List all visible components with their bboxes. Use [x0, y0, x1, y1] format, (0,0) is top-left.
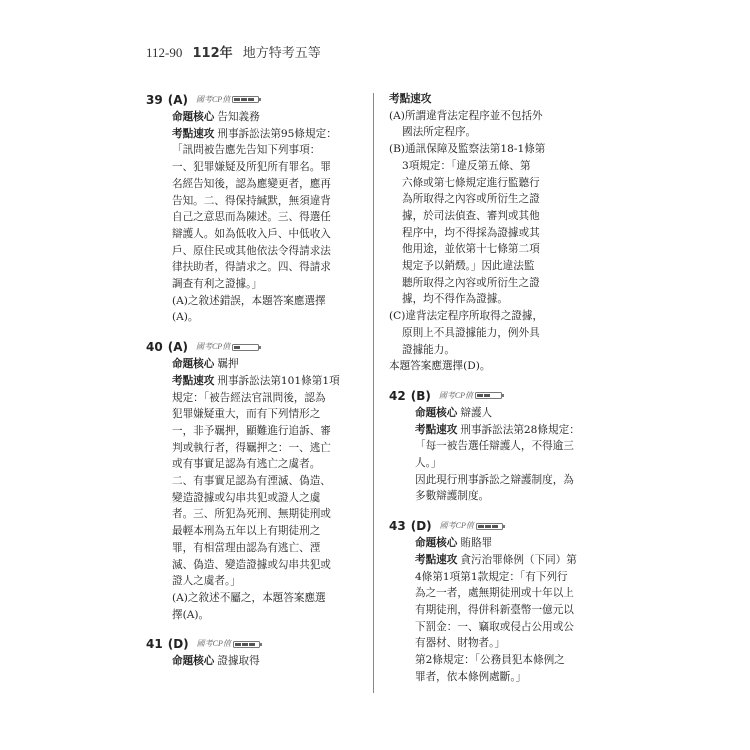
option-a: (A)所謂違背法定程序並不包括外 國法所定程序。: [389, 109, 543, 139]
question-answer: (D): [167, 637, 189, 652]
header-title: 地方特考五等: [242, 46, 321, 61]
quick-line: 考點速攻 刑事訴訟法第28條規定：: [415, 423, 580, 436]
question-42-header: [389, 387, 615, 405]
battery-icon: [232, 344, 259, 351]
core-line: 命題核心 羈押: [172, 358, 239, 371]
cp-rating: [440, 518, 505, 535]
question-number: 39: [146, 92, 163, 107]
core-line: 命題核心 辯護人: [415, 406, 493, 419]
battery-icon: [232, 96, 259, 103]
cp-rating: [196, 339, 261, 356]
answer-line: 本題答案應選擇(D)。: [389, 360, 491, 373]
quick-line: 考點速攻 貪污治罪條例（下同）第: [415, 553, 577, 566]
battery-icon: [475, 392, 502, 399]
q43-body: 4條第1項第1款規定：「有下列行 為之一者，處無期徒刑或十年以上 有期徒刑，得併科新臺幣一億元以 下罰金：一、竊取或侵占公用或公 有器材、財物者。」 第2條規定：「公務員犯本條例之 罪者，依本條例處斷。」: [415, 570, 574, 683]
q42-body: 「每一被告選任辯護人，不得逾三 人。」 因此現行刑事訴訟之辯護制度，為 多數辯護制度。: [415, 440, 574, 503]
left-column: [146, 91, 358, 670]
column-divider: [373, 93, 374, 693]
cp-rating: [197, 636, 262, 653]
question-answer: (A): [167, 92, 188, 107]
question-43-header: [389, 517, 615, 535]
cp-rating: [439, 388, 504, 405]
question-number: 40: [146, 339, 163, 354]
cp-label: 國考CP值: [196, 639, 231, 649]
right-column: [389, 91, 615, 686]
cp-label: 國考CP值: [438, 390, 474, 400]
page-number: 112-90: [146, 45, 183, 60]
q40-body: 規定：「被告經法官訊問後，認為 犯罪嫌疑重大，而有下列情形之 一，非予羈押，顯難進行追訴、審 判或執行者，得羈押之：一、逃亡 或有事實足認為有逃亡之虞者。 二、有事實足認為有湮滅、偽造、 變造證據或勾串共犯或證人之虞 者。三、所犯為死刑、無期徒刑或 最輕本刑為五年以上有期徒刑之 罪，有相當理由認為有逃亡、湮 滅、偽造、變造證據或勾串共犯或 證人之虞者。」 (A)之敘述不屬之，本題答案應選 擇(A)。: [172, 391, 331, 621]
question-answer: (D): [410, 518, 432, 533]
question-41-header: [146, 635, 358, 653]
battery-icon: [233, 641, 260, 648]
core-line: 命題核心 賄賂罪: [415, 537, 493, 550]
question-number: 42: [389, 388, 406, 403]
option-b: (B)通訊保障及監察法第18-1條第 3項規定：「違反第五條、第 六條或第七條規定進行監聽行 為所取得之內容或所衍生之證 據，於司法偵查、審判或其他 程序中，均不得採為證據或其 他用途，並依第十七條第二項 規定予以銷燬。」因此違法監 聽所取得之內容或所衍生之證 據，均不得作為證據。: [389, 143, 546, 306]
question-answer: (A): [167, 339, 188, 354]
question-number: 43: [389, 518, 406, 533]
cp-label: 國考CP值: [195, 341, 231, 351]
option-c: (C)違背法定程序所取得之證據， 原則上不具證據能力，例外具 證據能力。: [389, 310, 544, 356]
question-answer: (B): [410, 388, 431, 403]
page-header: [146, 42, 321, 61]
quick-line: 考點速攻 刑事訴訟法第101條第1項: [172, 374, 340, 387]
battery-icon: [476, 523, 503, 530]
core-line: 命題核心 證據取得: [172, 655, 260, 668]
core-line: 命題核心 告知義務: [172, 111, 260, 123]
question-40-header: [146, 338, 358, 356]
question-39-header: [146, 91, 358, 109]
q39-body: 「訊問被告應先告知下列事項： 一、犯罪嫌疑及所犯所有罪名。罪 名經告知後，認為應變更者，應再 告知。二、得保持緘默，無須違背 自己之意思而為陳述。三、得選任 辯護人。如為低收入戶、中低收入 戶、原住民或其他依法令得請求法 律扶助者，得請求之。四、得請求 調查有利之證據。」 (A)之敘述錯誤，本題答案應選擇 (A)。: [172, 144, 331, 324]
cp-label: 國考CP值: [195, 94, 231, 104]
quick-line: 考點速攻 刑事訴訟法第95條規定：: [172, 127, 337, 140]
question-number: 41: [146, 637, 163, 652]
cp-label: 國考CP值: [439, 520, 474, 530]
quick-heading: 考點速攻: [389, 93, 432, 105]
cp-rating: [196, 92, 261, 109]
header-year: 112年: [192, 46, 233, 61]
